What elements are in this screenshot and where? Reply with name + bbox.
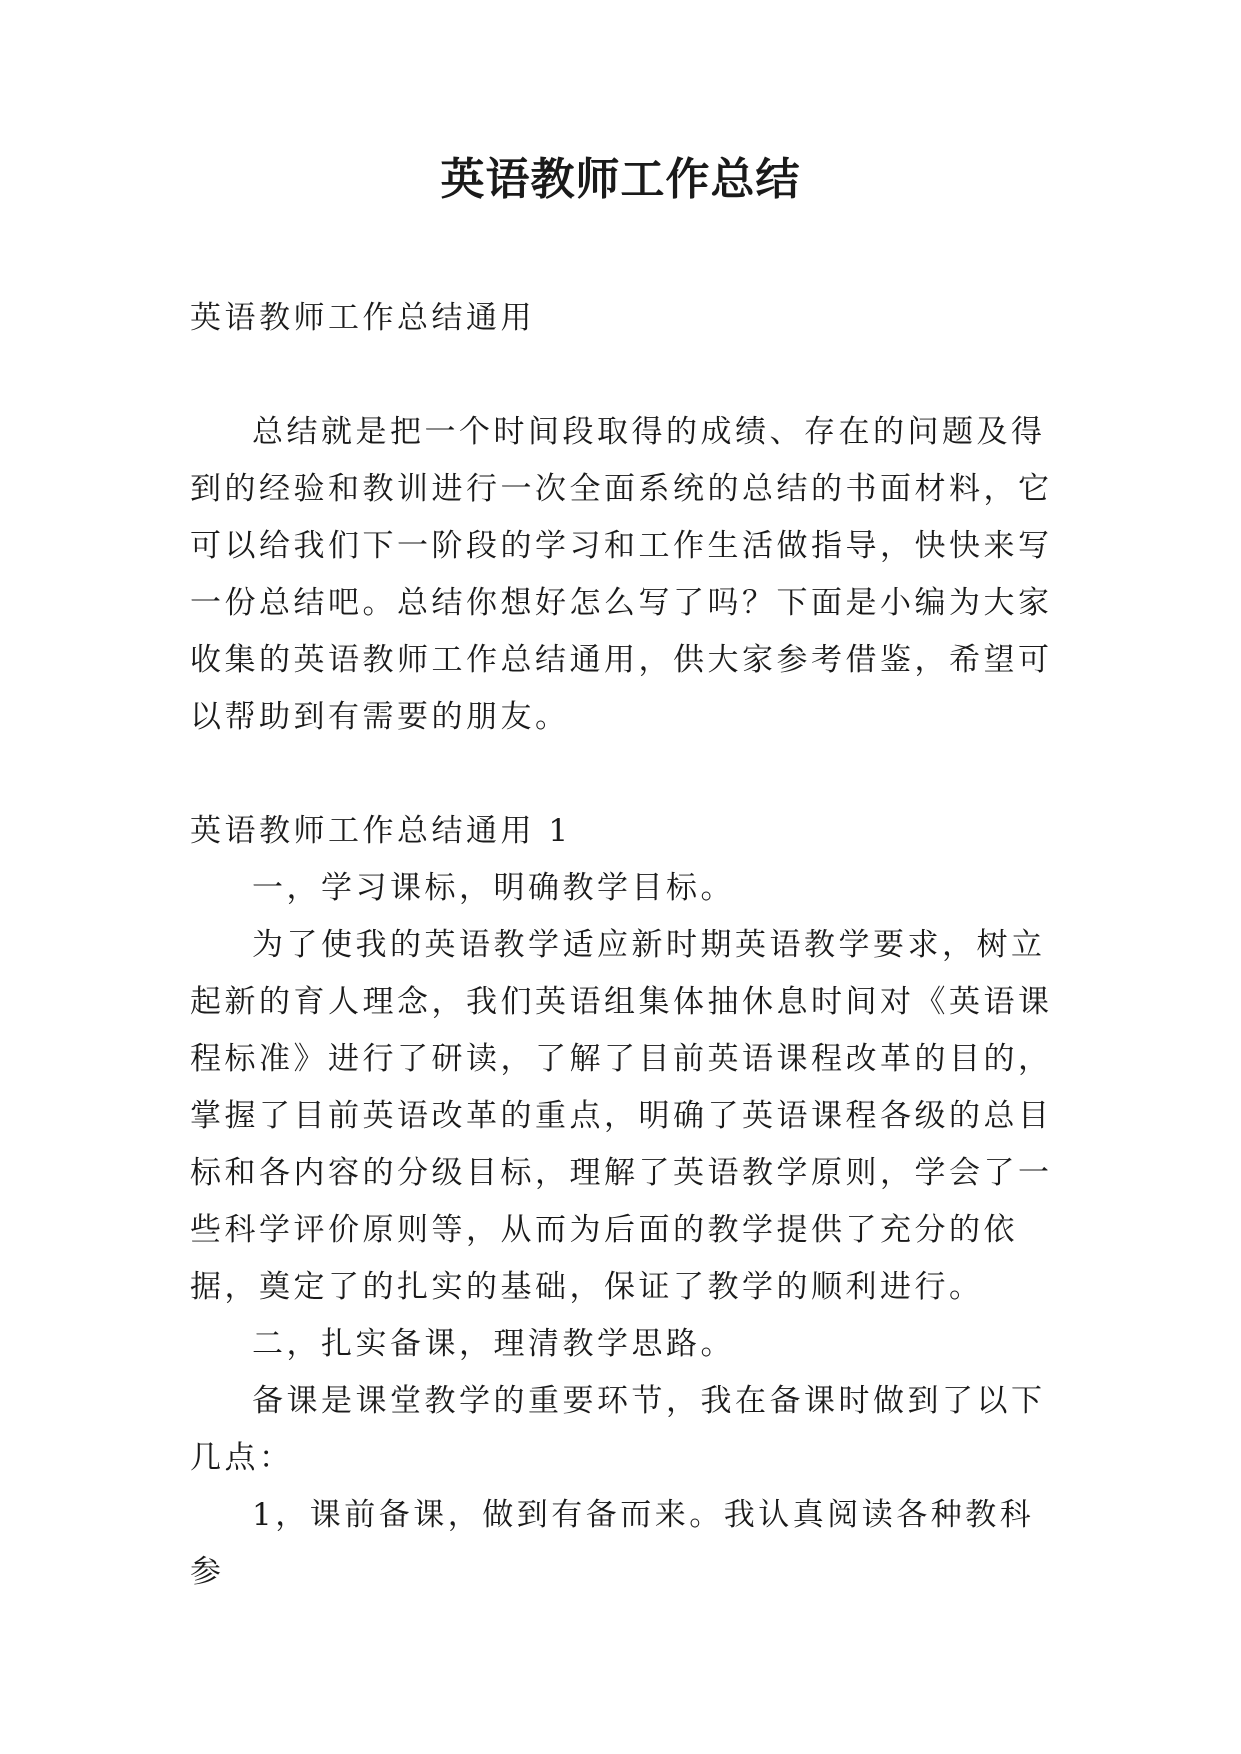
document-body bbox=[190, 290, 1055, 1601]
paragraph-1: 一，学习课标，明确教学目标。 bbox=[252, 870, 735, 906]
paragraph-5: 1，课前备课，做到有备而来。我认真阅读各种教科参 bbox=[190, 1497, 1035, 1590]
intro-paragraph: 总结就是把一个时间段取得的成绩、存在的问题及得到的经验和教训进行一次全面系统的总结的书面材料，它可以给我们下一阶段的学习和工作生活做指导，快快来写一份总结吧。总结你想好怎么写了吗？下面是小编为大家收集的英语教师工作总结通用，供大家参考借鉴，希望可以帮助到有需要的朋友。 bbox=[190, 414, 1053, 735]
paragraph-4: 备课是课堂教学的重要环节，我在备课时做到了以下几点： bbox=[190, 1383, 1046, 1476]
section-heading: 英语教师工作总结通用 1 bbox=[190, 813, 572, 849]
paragraph-3: 二，扎实备课，理清教学思路。 bbox=[252, 1326, 735, 1362]
document-subtitle: 英语教师工作总结通用 bbox=[190, 300, 535, 336]
paragraph-2: 为了使我的英语教学适应新时期英语教学要求，树立起新的育人理念，我们英语组集体抽休息时间对《英语课程标准》进行了研读，了解了目前英语课程改革的目的，掌握了目前英语改革的重点，明确了英语课程各级的总目标和各内容的分级目标，理解了英语教学原则，学会了一些科学评价原则等，从而为后面的教学提供了充分的依据，奠定了的扎实的基础，保证了教学的顺利进行。 bbox=[190, 927, 1053, 1305]
document-title: 英语教师工作总结 bbox=[440, 154, 801, 205]
